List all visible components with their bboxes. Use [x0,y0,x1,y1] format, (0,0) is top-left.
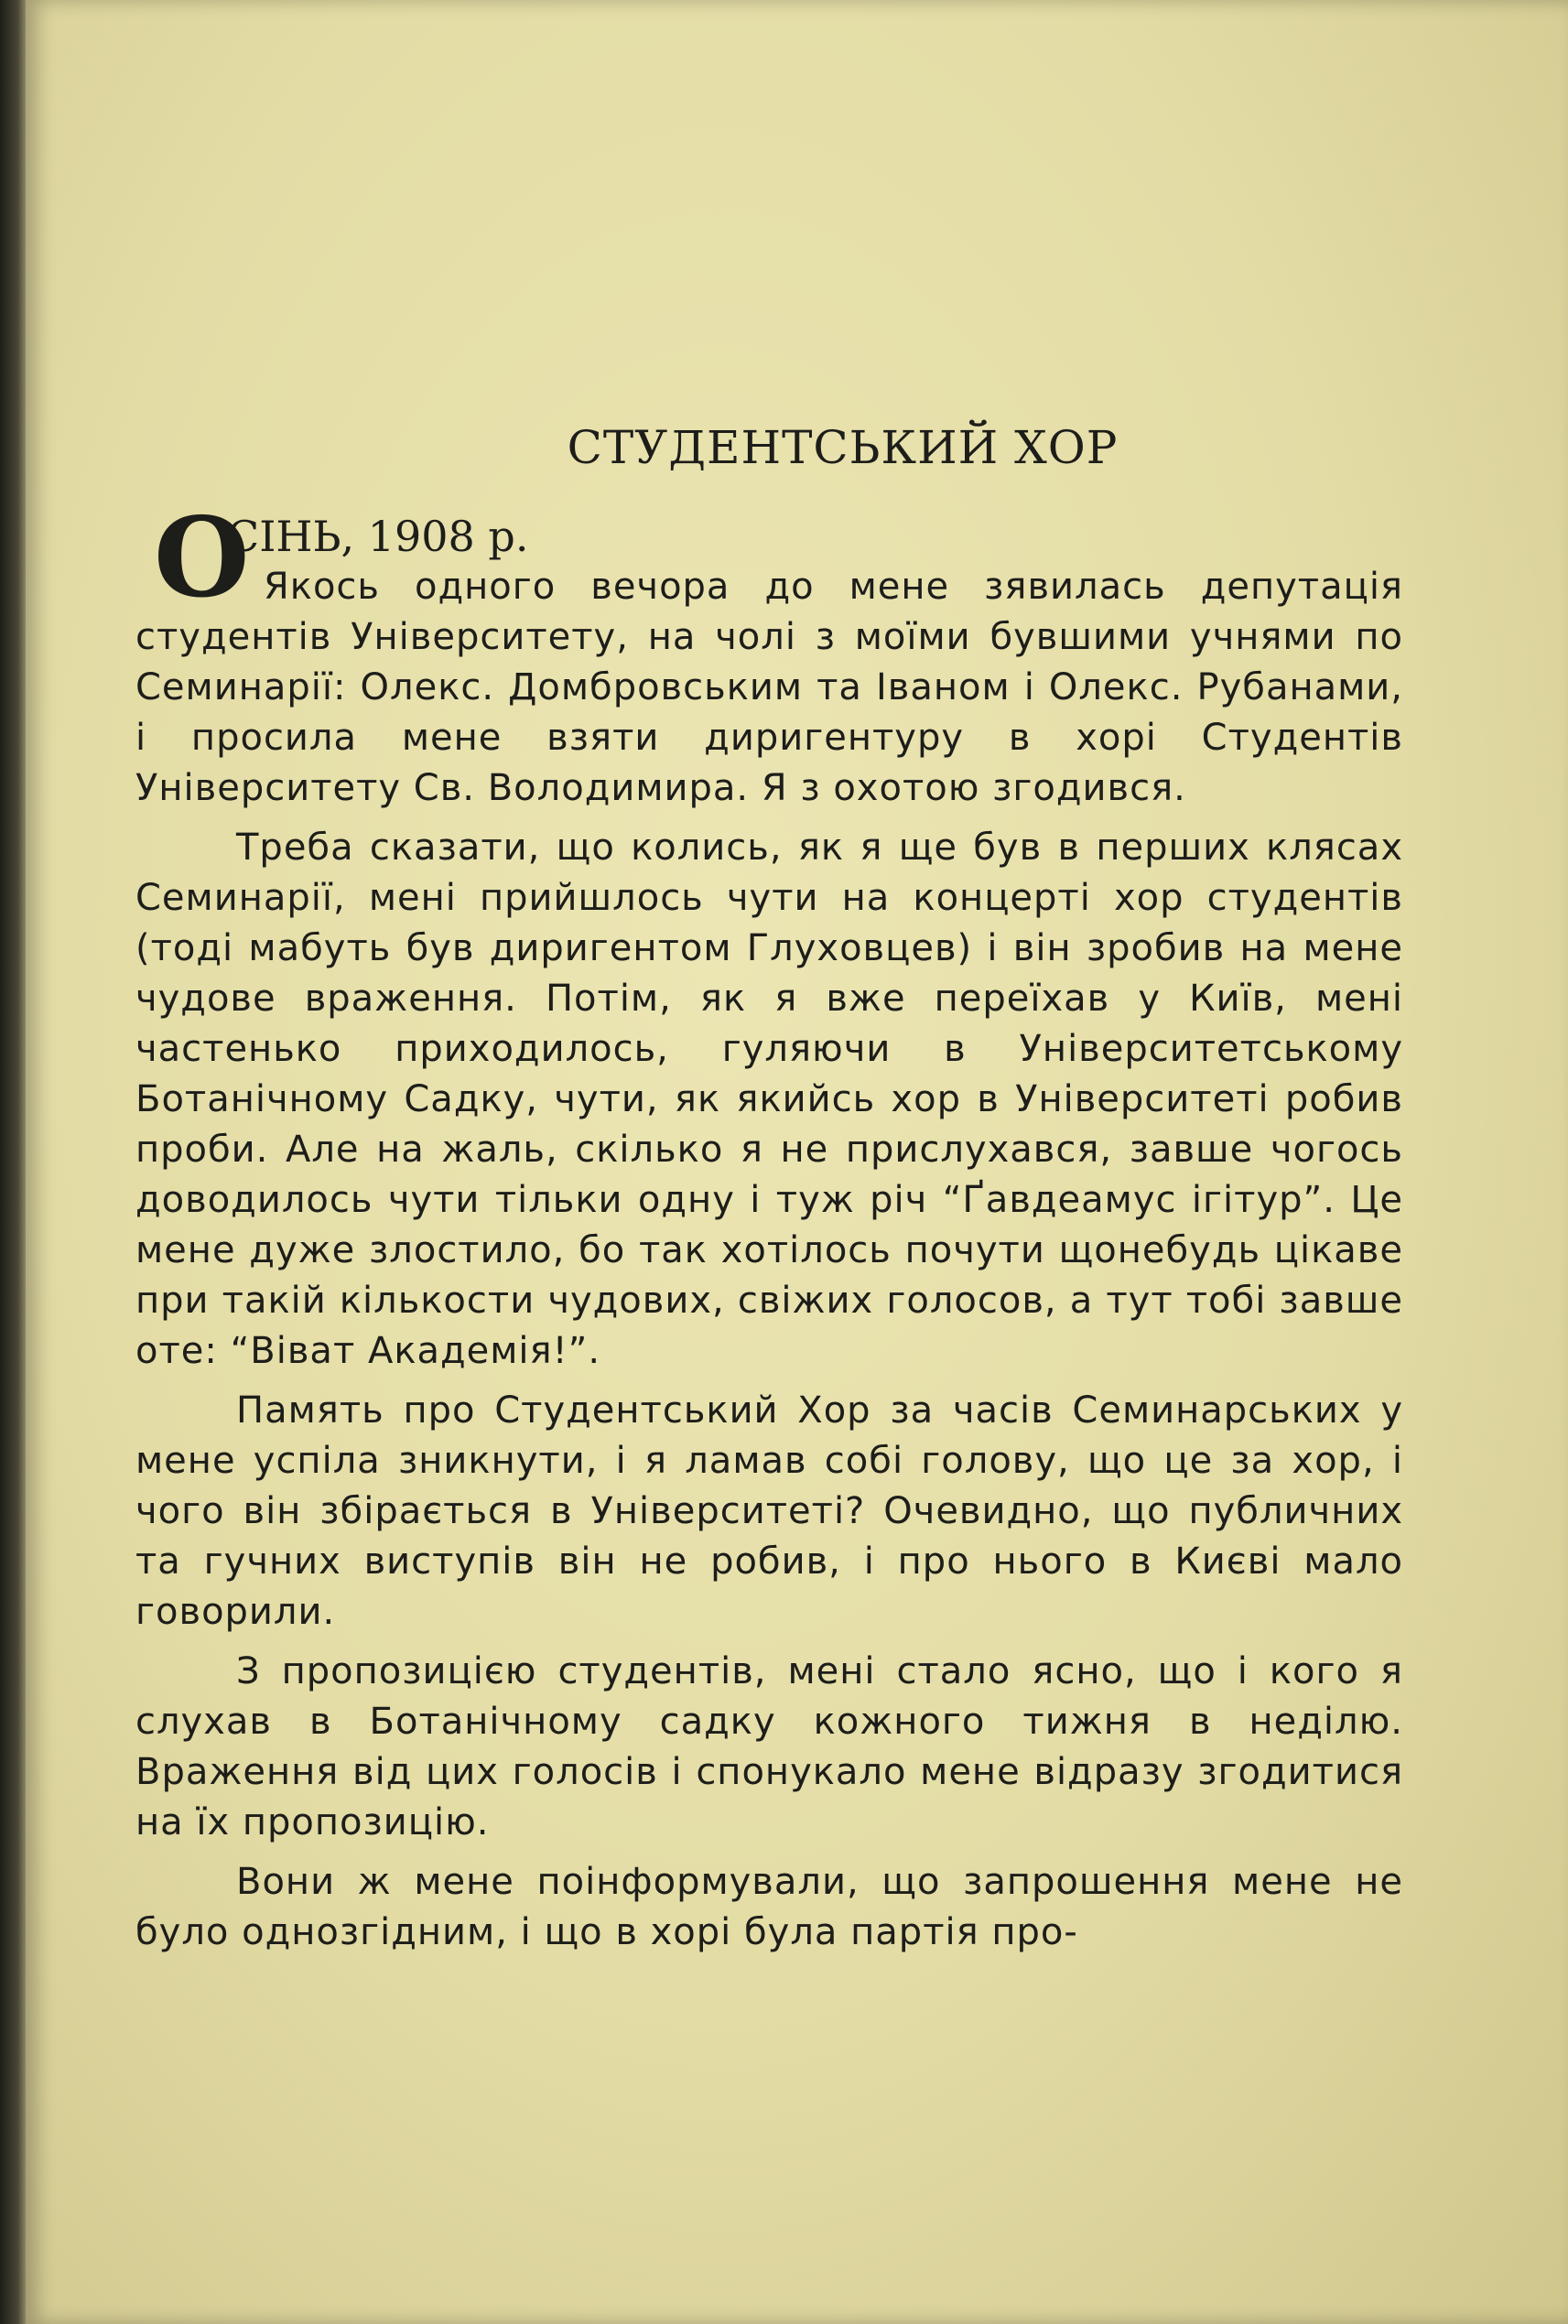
paragraph: Якось одного вечора до мене зявилась депутація студентів Університету, на чолі з моїми бувшими учнями по Семинарії: Олекс. Домбровським та Іваном і Олекс. Рубанами, і просила мене взяти диригентуру в хорі Студентів Університету Св. Володимира. Я з охотою згодився. [135,566,1403,809]
chapter-title: СТУДЕНТСЬКИЙ ХОР [567,421,1119,474]
paragraph: Память про Студентський Хор за часів Семинарських у мене успіла зникнути, і я ламав собі голову, що це за хор, і чого він збірається в Університеті? Очевидно, що публичних та гучних виступів він не робив, і про нього в Києві мало говорили. [135,1389,1403,1633]
paragraph: З пропозицією студентів, мені стало ясно, що і кого я слухав в Ботанічному садку кожного тижня в неділю. Враження від цих голосів і спонукало мене відразу згодитися на їх пропозицію. [135,1650,1403,1843]
paragraph: Треба сказати, що колись, як я ще був в перших клясах Семинарії, мені прийшлось чути на концерті хор студентів (тоді мабуть був диригентом Глуховцев) і він зробив на мене чудове враження. Потім, як я вже переїхав у Київ, мені частенько приходилось, гуляючи в Університетському Ботанічному Садку, чути, як якийсь хор в Університеті робив проби. Але на жаль, скілько я не прислухався, завше чогось доводилось чути тільки одну і туж річ “Ґавдеамус ігітур”. Це мене дуже злостило, бо так хотілось почути щонебудь цікаве при такій кількости чудових, свіжих голосов, а тут тобі завше оте: “Віват Академія!”. [135,827,1403,1372]
dateline-text: СІНЬ, 1908 р. [227,512,529,561]
book-spine [0,0,26,2324]
book-page [26,0,1568,2324]
page-content [135,421,1403,1967]
dateline [135,493,1403,622]
paragraph: Вони ж мене поінформували, що запрошення мене не було однозгідним, і що в хорі була партія про- [135,1861,1403,1953]
drop-cap: О [154,493,250,622]
